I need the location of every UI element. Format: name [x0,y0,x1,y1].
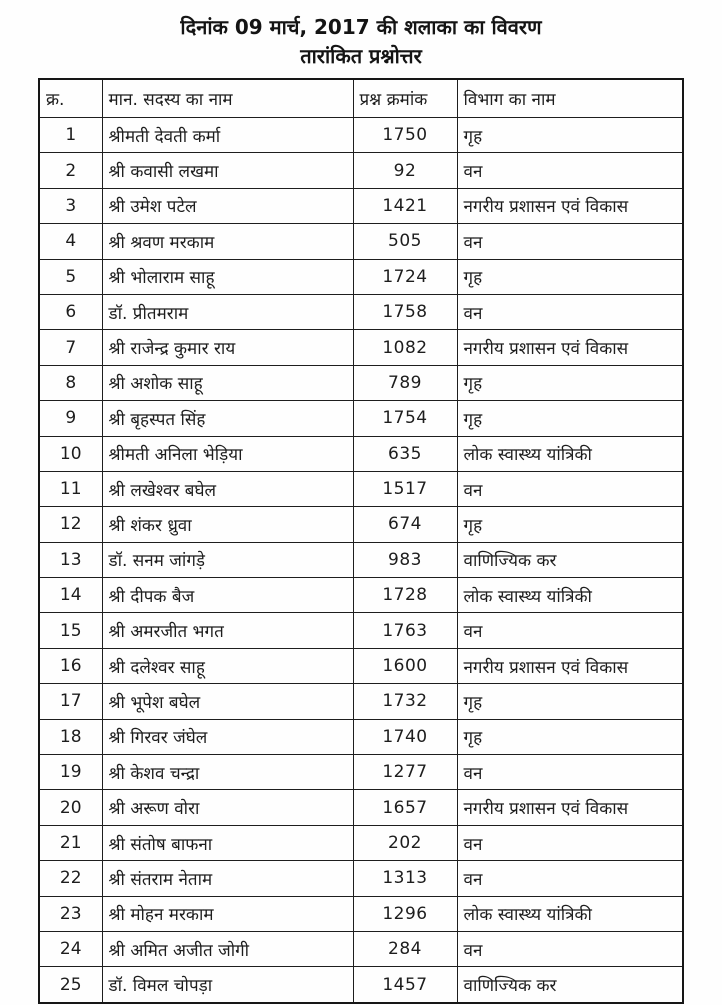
cell-member-name: श्री भोलाराम साहू [102,259,353,294]
cell-member-name: श्री केशव चन्द्रा [102,755,353,790]
cell-serial: 14 [39,578,102,613]
cell-serial: 1 [39,118,102,153]
table-row [39,613,683,648]
cell-serial: 24 [39,931,102,966]
cell-question-number: 1750 [353,118,457,153]
cell-serial: 5 [39,259,102,294]
cell-member-name: श्री अशोक साहू [102,365,353,400]
cell-department: वन [457,224,683,259]
cell-department: वन [457,931,683,966]
cell-question-number: 789 [353,365,457,400]
cell-serial: 21 [39,825,102,860]
cell-question-number: 1657 [353,790,457,825]
cell-serial: 20 [39,790,102,825]
cell-member-name: श्री मोहन मरकाम [102,896,353,931]
cell-member-name: श्री अरूण वोरा [102,790,353,825]
cell-member-name: श्री दलेश्वर साहू [102,648,353,683]
cell-department: वन [457,861,683,896]
cell-question-number: 1763 [353,613,457,648]
table-row [39,755,683,790]
header-department: विभाग का नाम [457,79,683,118]
cell-member-name: श्री शंकर ध्रुवा [102,507,353,542]
cell-serial: 18 [39,719,102,754]
table-row [39,861,683,896]
table-row [39,471,683,506]
cell-department: नगरीय प्रशासन एवं विकास [457,330,683,365]
table-row [39,578,683,613]
cell-serial: 25 [39,967,102,1003]
cell-member-name: श्री संतोष बाफना [102,825,353,860]
cell-question-number: 1296 [353,896,457,931]
cell-department: वन [457,825,683,860]
cell-question-number: 202 [353,825,457,860]
cell-member-name: श्री अमित अजीत जोगी [102,931,353,966]
table-row [39,224,683,259]
cell-serial: 13 [39,542,102,577]
cell-member-name: श्री कवासी लखमा [102,153,353,188]
cell-department: वाणिज्यिक कर [457,542,683,577]
cell-serial: 10 [39,436,102,471]
cell-member-name: डॉ. सनम जांगड़े [102,542,353,577]
cell-question-number: 674 [353,507,457,542]
cell-member-name: श्री लखेश्वर बघेल [102,471,353,506]
cell-member-name: श्री भूपेश बघेल [102,684,353,719]
table-row [39,542,683,577]
cell-serial: 8 [39,365,102,400]
table-row [39,825,683,860]
table-header [39,79,683,118]
table-row [39,931,683,966]
table-row [39,790,683,825]
cell-question-number: 1082 [353,330,457,365]
cell-member-name: श्रीमती देवती कर्मा [102,118,353,153]
cell-department: लोक स्वास्थ्य यांत्रिकी [457,436,683,471]
cell-question-number: 1758 [353,294,457,329]
cell-question-number: 635 [353,436,457,471]
cell-serial: 23 [39,896,102,931]
table-row [39,896,683,931]
header-serial: क्र. [39,79,102,118]
page-subtitle: तारांकित प्रश्नोत्तर [300,44,422,68]
table-row [39,967,683,1003]
table-body [39,118,683,1003]
table-row [39,365,683,400]
cell-department: लोक स्वास्थ्य यांत्रिकी [457,578,683,613]
cell-member-name: श्री संतराम नेताम [102,861,353,896]
title-block [0,0,722,71]
cell-department: नगरीय प्रशासन एवं विकास [457,648,683,683]
cell-member-name: डॉ. प्रीतमराम [102,294,353,329]
table-row [39,684,683,719]
cell-department: गृह [457,401,683,436]
cell-serial: 17 [39,684,102,719]
header-member-name: मान. सदस्य का नाम [102,79,353,118]
cell-department: गृह [457,507,683,542]
cell-member-name: श्री उमेश पटेल [102,188,353,223]
cell-serial: 4 [39,224,102,259]
cell-member-name: श्री दीपक बैज [102,578,353,613]
table-row [39,507,683,542]
cell-department: नगरीय प्रशासन एवं विकास [457,188,683,223]
cell-member-name: श्री अमरजीत भगत [102,613,353,648]
table-header-row [39,79,683,118]
cell-serial: 9 [39,401,102,436]
cell-question-number: 983 [353,542,457,577]
cell-member-name: श्रीमती अनिला भेड़िया [102,436,353,471]
questions-table [38,78,684,1004]
cell-serial: 11 [39,471,102,506]
cell-department: वन [457,153,683,188]
cell-member-name: डॉ. विमल चोपड़ा [102,967,353,1003]
cell-question-number: 92 [353,153,457,188]
cell-serial: 12 [39,507,102,542]
cell-question-number: 284 [353,931,457,966]
cell-department: गृह [457,684,683,719]
table-row [39,153,683,188]
table-row [39,436,683,471]
cell-department: वन [457,471,683,506]
cell-member-name: श्री बृहस्पत सिंह [102,401,353,436]
cell-question-number: 1600 [353,648,457,683]
cell-question-number: 1724 [353,259,457,294]
cell-department: गृह [457,719,683,754]
cell-department: गृह [457,118,683,153]
table-row [39,330,683,365]
table-row [39,118,683,153]
table-row [39,188,683,223]
cell-question-number: 1457 [353,967,457,1003]
cell-serial: 3 [39,188,102,223]
cell-serial: 7 [39,330,102,365]
cell-department: नगरीय प्रशासन एवं विकास [457,790,683,825]
cell-question-number: 1313 [353,861,457,896]
cell-member-name: श्री श्रवण मरकाम [102,224,353,259]
cell-question-number: 1277 [353,755,457,790]
cell-department: गृह [457,365,683,400]
cell-serial: 19 [39,755,102,790]
cell-question-number: 1421 [353,188,457,223]
cell-serial: 6 [39,294,102,329]
table-row [39,648,683,683]
table-row [39,294,683,329]
cell-department: वन [457,755,683,790]
cell-department: गृह [457,259,683,294]
cell-question-number: 505 [353,224,457,259]
cell-question-number: 1754 [353,401,457,436]
cell-question-number: 1740 [353,719,457,754]
cell-department: वन [457,294,683,329]
cell-department: वन [457,613,683,648]
cell-question-number: 1732 [353,684,457,719]
table-row [39,259,683,294]
cell-department: लोक स्वास्थ्य यांत्रिकी [457,896,683,931]
cell-member-name: श्री राजेन्द्र कुमार राय [102,330,353,365]
page-title: दिनांक 09 मार्च, 2017 की शलाका का विवरण [180,15,542,39]
cell-department: वाणिज्यिक कर [457,967,683,1003]
cell-serial: 22 [39,861,102,896]
cell-question-number: 1728 [353,578,457,613]
table-row [39,401,683,436]
cell-member-name: श्री गिरवर जंघेल [102,719,353,754]
cell-question-number: 1517 [353,471,457,506]
cell-serial: 2 [39,153,102,188]
table-row [39,719,683,754]
cell-serial: 15 [39,613,102,648]
header-question-number: प्रश्न क्रमांक [353,79,457,118]
cell-serial: 16 [39,648,102,683]
